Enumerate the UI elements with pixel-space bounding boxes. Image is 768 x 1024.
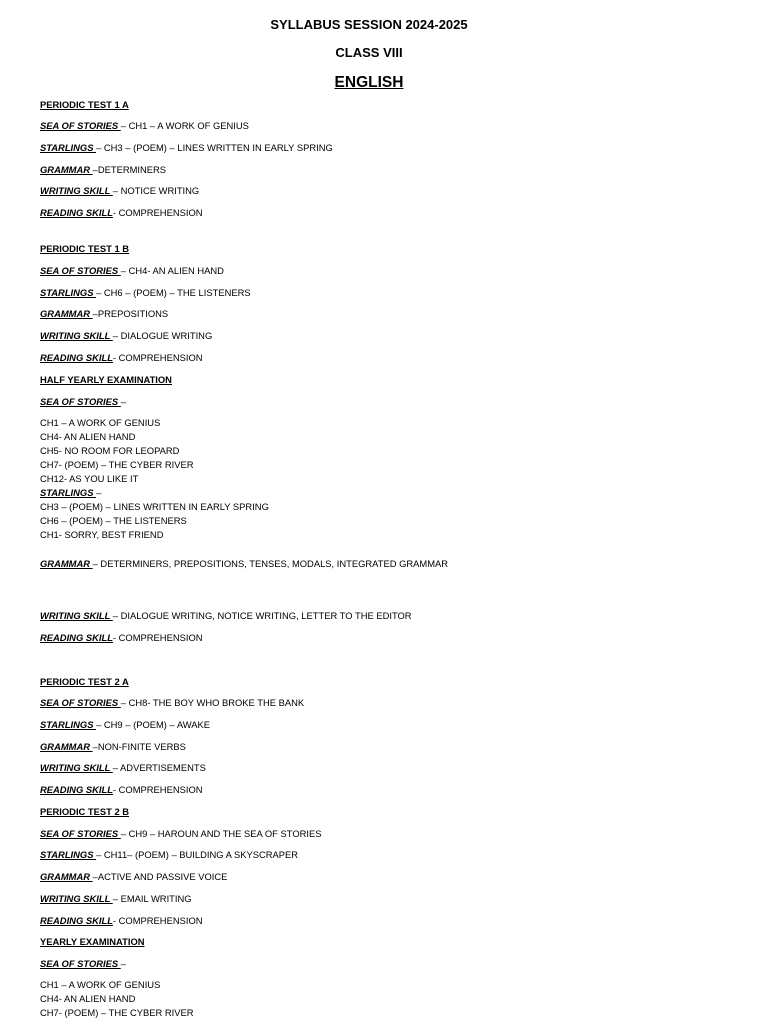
pt1b-writing-row <box>40 330 212 342</box>
half-sea-item: CH5- NO ROOM FOR LEOPARD <box>40 445 180 456</box>
pt2b-grammar-row <box>40 871 227 883</box>
pt1a-heading: PERIODIC TEST 1 A <box>40 99 129 110</box>
half-sea-item: CH12- AS YOU LIKE IT <box>40 473 139 484</box>
pt1b-grammar-row <box>40 308 168 320</box>
half-grammar-row <box>40 558 448 570</box>
grammar-text: –DETERMINERS <box>92 164 167 175</box>
reading-label: READING SKILL <box>40 632 113 643</box>
subject-title: ENGLISH <box>334 74 404 91</box>
pt1a-starlings-row <box>40 142 333 154</box>
starlings-label: STARLINGS <box>40 849 97 860</box>
sea-dash: – <box>120 396 126 407</box>
yearly-heading: YEARLY EXAMINATION <box>40 936 145 947</box>
reading-text: - COMPREHENSION <box>112 352 203 363</box>
sea-label: SEA OF STORIES <box>40 120 121 131</box>
half-sea-item: CH7- (POEM) – THE CYBER RIVER <box>40 459 194 470</box>
half-starlings-item: CH6 – (POEM) – THE LISTENERS <box>40 515 187 526</box>
reading-text: - COMPREHENSION <box>112 207 203 218</box>
starlings-text: – CH3 – (POEM) – LINES WRITTEN IN EARLY SPRING <box>96 142 333 153</box>
reading-label: READING SKILL <box>40 784 113 795</box>
reading-text: - COMPREHENSION <box>112 784 203 795</box>
writing-label: WRITING SKILL <box>40 330 113 341</box>
half-starlings-item: CH3 – (POEM) – LINES WRITTEN IN EARLY SPRING <box>40 501 269 512</box>
pt2a-grammar-row <box>40 741 186 753</box>
reading-label: READING SKILL <box>40 915 113 926</box>
grammar-text: –PREPOSITIONS <box>92 308 169 319</box>
pt2a-reading-row <box>40 784 203 796</box>
writing-label: WRITING SKILL <box>40 185 113 196</box>
grammar-label: GRAMMAR <box>40 308 93 319</box>
grammar-label: GRAMMAR <box>40 558 93 569</box>
sea-label: SEA OF STORIES <box>40 265 121 276</box>
half-starlings-row <box>40 487 101 499</box>
sea-label: SEA OF STORIES <box>40 828 121 839</box>
writing-text: – EMAIL WRITING <box>112 893 192 904</box>
grammar-text: – DETERMINERS, PREPOSITIONS, TENSES, MODALS, INTEGRATED GRAMMAR <box>92 558 449 569</box>
starlings-text: – CH11– (POEM) – BUILDING A SKYSCRAPER <box>96 849 299 860</box>
sea-text: – CH8- THE BOY WHO BROKE THE BANK <box>120 697 305 708</box>
sea-dash: – <box>120 958 126 969</box>
starlings-label: STARLINGS <box>40 287 97 298</box>
sea-label: SEA OF STORIES <box>40 697 121 708</box>
reading-text: - COMPREHENSION <box>112 632 203 643</box>
writing-label: WRITING SKILL <box>40 893 113 904</box>
pt2b-starlings-row <box>40 849 298 861</box>
half-yearly-heading: HALF YEARLY EXAMINATION <box>40 374 172 385</box>
starlings-dash: – <box>96 487 102 498</box>
session-title: SYLLABUS SESSION 2024-2025 <box>270 17 468 32</box>
reading-label: READING SKILL <box>40 207 113 218</box>
sea-text: – CH1 – A WORK OF GENIUS <box>120 120 249 131</box>
half-starlings-item: CH1- SORRY, BEST FRIEND <box>40 529 164 540</box>
pt2b-heading: PERIODIC TEST 2 B <box>40 806 130 817</box>
yearly-sea-row <box>40 958 126 970</box>
grammar-label: GRAMMAR <box>40 871 93 882</box>
writing-label: WRITING SKILL <box>40 610 113 621</box>
sea-label: SEA OF STORIES <box>40 958 121 969</box>
reading-label: READING SKILL <box>40 352 113 363</box>
reading-text: - COMPREHENSION <box>112 915 203 926</box>
half-reading-row <box>40 632 203 644</box>
pt2a-sea-row <box>40 697 304 709</box>
writing-label: WRITING SKILL <box>40 762 113 773</box>
pt1b-starlings-row <box>40 287 251 299</box>
yearly-sea-item: CH4- AN ALIEN HAND <box>40 993 136 1004</box>
writing-text: – DIALOGUE WRITING, NOTICE WRITING, LETTER TO THE EDITOR <box>112 610 412 621</box>
yearly-sea-item: CH1 – A WORK OF GENIUS <box>40 979 161 990</box>
pt2a-writing-row <box>40 762 206 774</box>
writing-text: – DIALOGUE WRITING <box>112 330 213 341</box>
pt1b-sea-row <box>40 265 224 277</box>
starlings-label: STARLINGS <box>40 719 97 730</box>
sea-label: SEA OF STORIES <box>40 396 121 407</box>
pt2b-writing-row <box>40 893 192 905</box>
grammar-text: –NON-FINITE VERBS <box>92 741 186 752</box>
pt2b-sea-row <box>40 828 322 840</box>
starlings-label: STARLINGS <box>40 487 97 498</box>
half-sea-item: CH4- AN ALIEN HAND <box>40 431 136 442</box>
writing-text: – ADVERTISEMENTS <box>112 762 206 773</box>
pt1a-sea-row <box>40 120 249 132</box>
half-sea-row <box>40 396 126 408</box>
pt1b-heading: PERIODIC TEST 1 B <box>40 243 130 254</box>
sea-text: – CH4- AN ALIEN HAND <box>120 265 224 276</box>
starlings-label: STARLINGS <box>40 142 97 153</box>
pt1a-writing-row <box>40 185 199 197</box>
half-writing-row <box>40 610 412 622</box>
pt2b-reading-row <box>40 915 203 927</box>
half-sea-item: CH1 – A WORK OF GENIUS <box>40 417 161 428</box>
writing-text: – NOTICE WRITING <box>112 185 200 196</box>
sea-text: – CH9 – HAROUN AND THE SEA OF STORIES <box>120 828 322 839</box>
class-title: CLASS VIII <box>335 45 403 60</box>
pt2a-heading: PERIODIC TEST 2 A <box>40 676 129 687</box>
yearly-sea-item: CH7- (POEM) – THE CYBER RIVER <box>40 1007 194 1018</box>
pt2a-starlings-row <box>40 719 210 731</box>
starlings-text: – CH6 – (POEM) – THE LISTENERS <box>96 287 251 298</box>
starlings-text: – CH9 – (POEM) – AWAKE <box>96 719 210 730</box>
grammar-label: GRAMMAR <box>40 164 93 175</box>
pt1a-grammar-row <box>40 164 166 176</box>
pt1b-reading-row <box>40 352 203 364</box>
pt1a-reading-row <box>40 207 203 219</box>
grammar-text: –ACTIVE AND PASSIVE VOICE <box>92 871 228 882</box>
grammar-label: GRAMMAR <box>40 741 93 752</box>
